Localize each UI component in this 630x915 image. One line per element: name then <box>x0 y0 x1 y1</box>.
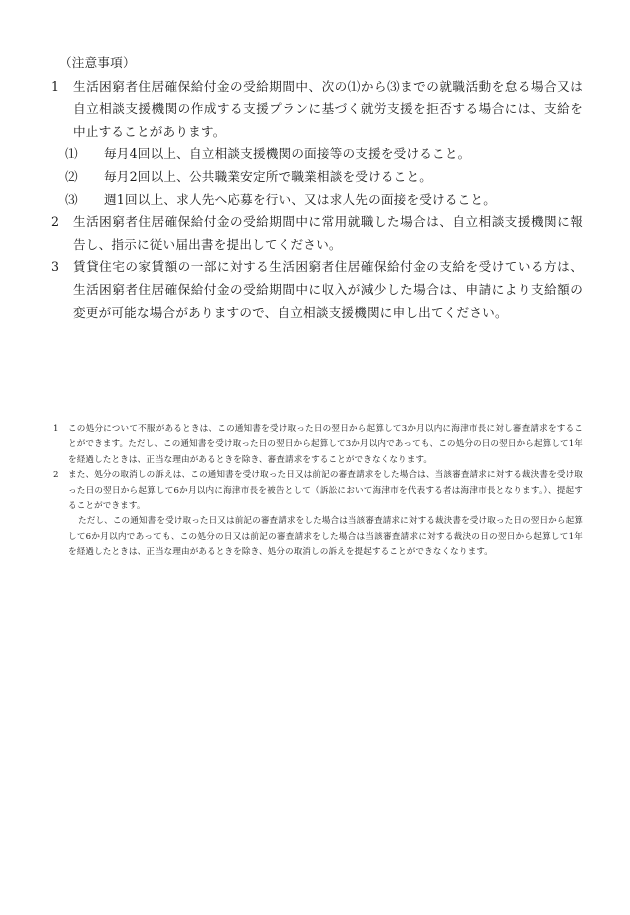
notice-subitem-number: ⑵ <box>65 168 78 184</box>
notice-section <box>51 52 583 324</box>
notice-subitem-number: ⑴ <box>65 146 78 162</box>
appeal-item-text: この処分について不服があるときは、この通知書を受け取った日の翌日から起算して3か月以内に海津市長に対し審査請求をすることができます。ただし、この通知書を受け取った日の翌日から起算して3か月以内であっても、この処分の日の翌日から起算して1年を経過したときは、正当な理由があるときを除き、審査請求をすることができなくなります。 <box>68 424 583 465</box>
notice-item-text: 生活困窮者住居確保給付金の受給期間中に常用就職した場合は、自立相談支援機関に報告し、指示に従い届出書を提出してください。 <box>73 214 583 252</box>
appeal-item-number: 2 <box>53 470 59 481</box>
notice-item-text: 生活困窮者住居確保給付金の受給期間中、次の⑴から⑶までの就職活動を怠る場合又は自立相談支援機関の作成する支援プランに基づく就労支援を拒否する場合には、支給を中止することがあります。 <box>73 78 583 139</box>
notice-item-1 <box>51 76 583 144</box>
notice-subitem-3 <box>51 189 583 212</box>
notice-item-3 <box>51 256 583 324</box>
notice-subitem-2 <box>51 166 583 189</box>
notice-subitem-number: ⑶ <box>65 191 78 207</box>
notice-item-2 <box>51 211 583 256</box>
notice-subitem-text: 毎月4回以上、自立相談支援機関の面接等の支援を受けること。 <box>104 146 471 162</box>
notice-subitem-text: 週1回以上、求人先へ応募を行い、又は求人先の面接を受けること。 <box>104 191 497 207</box>
appeal-item-number: 1 <box>53 424 59 434</box>
notice-subitem-1 <box>51 143 583 166</box>
notice-subitem-text: 毎月2回以上、公共職業安定所で職業相談を受けること。 <box>104 168 433 184</box>
appeal-proviso: ただし、この通知書を受け取った日又は前記の審査請求をした場合は当該審査請求に対する裁決書を受け取った日の翌日から起算して6か月以内であっても、この処分の日又は前記の審査請求をした場合は当該審査請求に対する裁決の日の翌日から起算して1年を経過したときは、正当な理由があるときを除き、処分の取消しの訴えを提起することができなくなります。 <box>68 516 583 558</box>
notice-item-number: 2 <box>51 214 60 230</box>
notice-item-number: 1 <box>51 78 60 94</box>
appeal-item-text: また、処分の取消しの訴えは、この通知書を受け取った日又は前記の審査請求をした場合は、当該審査請求に対する裁決書を受け取った日の翌日から起算して6か月以内に海津市長を被告として（訴訟において海津市を代表する者は海津市長となります。）、提起することができます。 <box>68 470 583 512</box>
appeal-section <box>53 422 583 561</box>
appeal-item-1 <box>53 422 583 468</box>
notice-item-text: 賃貸住宅の家賃額の一部に対する生活困窮者住居確保給付金の支給を受けている方は、生活困窮者住居確保給付金の受給期間中に収入が減少した場合は、申請により支給額の変更が可能な場合がありますので、自立相談支援機関に申し出てください。 <box>73 259 583 320</box>
appeal-item-2 <box>53 468 583 514</box>
notice-heading: （注意事項） <box>59 55 136 70</box>
notice-item-number: 3 <box>51 259 60 275</box>
